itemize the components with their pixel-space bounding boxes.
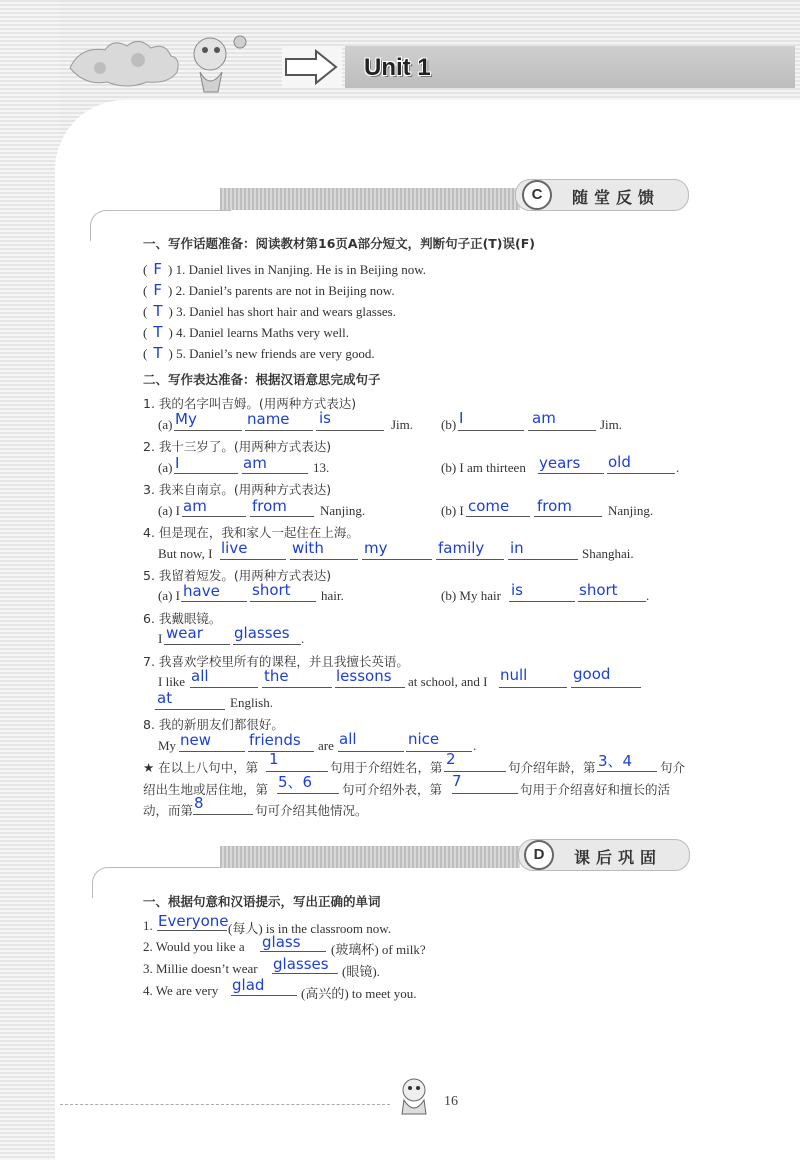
q4-blank-4 (436, 559, 504, 560)
q4-end: Shanghai. (582, 546, 634, 561)
star-answer-4: 5、6 (278, 773, 313, 791)
star-line1-c: 句介绍年龄，第 (508, 760, 596, 775)
q5-prompt: 5. 我留着短发。(用两种方式表达) (143, 568, 332, 583)
d-item-3-blank (272, 973, 338, 974)
d-item-4-answer: glad (232, 976, 265, 994)
d-item-1-pre: 1. (143, 918, 153, 933)
tf-answer-1: F (153, 260, 162, 278)
star-line2-b: 句可介绍外表，第 (342, 782, 443, 797)
q5-b-end: . (646, 588, 650, 603)
q3-a-end: Nanjing. (320, 503, 366, 518)
d-item-4-pre: 4. We are very (143, 983, 219, 998)
q1-answer-1: My (175, 410, 197, 428)
q6-end: . (301, 631, 305, 646)
star-line1-a: ★ 在以上八句中，第 (143, 760, 259, 775)
star-line3-b: 句可介绍其他情况。 (255, 803, 368, 818)
section-d-letter: D (524, 840, 554, 870)
q8-end: . (473, 738, 477, 753)
puzzle-mascot-icon (60, 28, 270, 98)
q8-answer-3: all (339, 730, 357, 748)
tf-answer-2: F (153, 281, 162, 299)
star-blank-4 (277, 793, 339, 794)
q8-blank-3 (338, 751, 404, 752)
q6-prompt: 6. 我戴眼镜。 (143, 611, 222, 626)
q7-answer-2: the (264, 667, 289, 685)
d-item-3-post: (眼镜). (342, 964, 380, 979)
q2-b-label: (b) I am thirteen (441, 460, 526, 475)
q2-blank-1 (174, 473, 238, 474)
q4-start: But now, I (158, 546, 213, 561)
unit-title: Unit 1 (364, 54, 431, 81)
q7-start: I like (158, 674, 186, 689)
q7-mid: at school, and I (408, 674, 488, 689)
d-item-3-answer: glasses (273, 955, 329, 973)
d-item-1-answer: Everyone (158, 912, 229, 930)
q5-answer-4: short (579, 581, 618, 599)
q1-blank-3 (316, 430, 384, 431)
tf-item-2: ( F ) 2. Daniel’s parents are not in Beijing now. (143, 281, 395, 299)
star-answer-1: 1 (269, 750, 279, 768)
d-item-4-blank (231, 995, 297, 996)
q1-a-label: (a) (158, 417, 173, 432)
q3-blank-4 (534, 516, 602, 517)
q2-answer-4: old (608, 453, 631, 471)
d-item-1-post: (每人) is in the classroom now. (228, 921, 392, 936)
q1-blank-2 (245, 430, 313, 431)
q1-answer-2: name (247, 410, 290, 428)
d-part1-heading: 一、根据句意和汉语提示，写出正确的单词 (143, 894, 381, 909)
q4-blank-1 (220, 559, 286, 560)
q1-answer-4: I (459, 409, 464, 427)
q8-start: My (158, 738, 177, 753)
star-blank-6 (193, 814, 253, 815)
q5-answer-1: have (183, 582, 220, 600)
star-answer-2: 2 (446, 750, 456, 768)
q7-blank-3 (335, 687, 405, 688)
q2-b-end: . (676, 460, 680, 475)
tf-answer-5: T (153, 344, 163, 362)
q1-blank-1 (174, 430, 242, 431)
q5-blank-4 (578, 601, 646, 602)
q5-a-label: (a) I (158, 588, 181, 603)
q7-answer-6: at (157, 689, 173, 707)
q8-blank-4 (406, 751, 472, 752)
q3-b-end: Nanjing. (608, 503, 654, 518)
q6-answer-1: wear (166, 624, 203, 642)
star-blank-5 (452, 793, 518, 794)
q7-answer-5: good (573, 665, 611, 683)
q3-blank-2 (250, 516, 314, 517)
q7-prompt: 7. 我喜欢学校里所有的课程，并且我擅长英语。 (143, 654, 409, 669)
star-line1-b: 句用于介绍姓名，第 (330, 760, 443, 775)
q3-a-label: (a) I (158, 503, 181, 518)
q3-b-label: (b) I (441, 503, 464, 518)
q7-blank-6 (155, 709, 225, 710)
d-item-2-post: (玻璃杯) of milk? (331, 942, 426, 957)
q5-b-label: (b) My hair (441, 588, 501, 603)
q4-answer-4: family (438, 539, 485, 557)
section-c-letter: C (522, 180, 552, 210)
d-item-3-pre: 3. Millie doesn’t wear (143, 961, 258, 976)
q8-prompt: 8. 我的新朋友们都很好。 (143, 717, 284, 732)
q2-prompt: 2. 我十三岁了。(用两种方式表达) (143, 439, 332, 454)
tf-item-5: ( T ) 5. Daniel’s new friends are very good. (143, 344, 375, 362)
q2-a-label: (a) (158, 460, 173, 475)
q5-blank-2 (250, 601, 316, 602)
star-line1-d: 句介 (660, 760, 686, 775)
q6-blank-2 (233, 644, 301, 645)
d-item-4-post: (高兴的) to meet you. (301, 986, 417, 1001)
q3-prompt: 3. 我来自南京。(用两种方式表达) (143, 482, 332, 497)
d-item-2-answer: glass (262, 933, 301, 951)
q4-answer-5: in (510, 539, 524, 557)
q3-answer-1: am (183, 497, 207, 515)
tf-item-3: ( T ) 3. Daniel has short hair and wears glasses. (143, 302, 396, 320)
star-answer-3: 3、4 (598, 752, 633, 770)
q8-blank-2 (248, 751, 314, 752)
q4-blank-2 (290, 559, 358, 560)
q3-answer-2: from (252, 497, 287, 515)
tf-answer-4: T (153, 323, 163, 341)
left-margin-strip (0, 0, 60, 1160)
q7-end: English. (230, 695, 273, 710)
q7-answer-1: all (191, 667, 209, 685)
section-c-bar (220, 188, 520, 210)
q4-answer-1: live (221, 539, 248, 557)
q8-answer-4: nice (408, 730, 440, 748)
q7-blank-4 (499, 687, 567, 688)
q1-b-label: (b) (441, 417, 457, 432)
q7-answer-4: null (500, 666, 528, 684)
star-line3-a: 动，而第 (143, 803, 194, 818)
q8-blank-1 (179, 751, 245, 752)
q2-answer-1: I (175, 454, 180, 472)
page-number: 16 (444, 1094, 458, 1109)
d-item-2-blank (260, 951, 326, 952)
section-d-bar (220, 846, 520, 868)
footer-rule (60, 1104, 390, 1105)
q4-blank-5 (508, 559, 578, 560)
q8-answer-2: friends (249, 731, 301, 749)
q3-answer-3: come (468, 497, 510, 515)
q8-mid: are (318, 738, 334, 753)
q1-b-end: Jim. (600, 417, 623, 432)
q5-answer-2: short (252, 581, 291, 599)
q1-blank-4 (458, 430, 524, 431)
mascot-icon (392, 1074, 436, 1118)
q1-answer-3: is (319, 409, 331, 427)
q2-a-end: 13. (313, 460, 330, 475)
star-blank-3 (597, 771, 657, 772)
q6-blank-1 (164, 644, 230, 645)
q7-blank-2 (262, 687, 332, 688)
q2-blank-2 (242, 473, 308, 474)
q5-a-end: hair. (321, 588, 344, 603)
star-line2-c: 句用于介绍喜好和擅长的活 (520, 782, 671, 797)
d-item-2-pre: 2. Would you like a (143, 939, 245, 954)
q4-prompt: 4. 但是现在，我和家人一起住在上海。 (143, 525, 359, 540)
q2-answer-2: am (243, 454, 267, 472)
tf-item-4: ( T ) 4. Daniel learns Maths very well. (143, 323, 350, 341)
q2-answer-3: years (539, 454, 581, 472)
q6-answer-2: glasses (234, 624, 290, 642)
q1-blank-5 (528, 430, 596, 431)
q7-blank-1 (190, 687, 258, 688)
q4-answer-2: with (292, 539, 324, 557)
part2-heading: 二、写作表达准备：根据汉语意思完成句子 (143, 372, 381, 387)
q1-answer-5: am (532, 409, 556, 427)
q3-answer-4: from (537, 497, 572, 515)
q1-prompt: 1. 我的名字叫吉姆。(用两种方式表达) (143, 396, 357, 411)
q5-blank-3 (509, 601, 575, 602)
section-d-title: 课后巩固 (574, 848, 663, 867)
q1-a-end: Jim. (391, 417, 414, 432)
section-c-title: 随堂反馈 (572, 188, 661, 207)
q4-answer-3: my (364, 539, 388, 557)
star-answer-6: 8 (194, 794, 204, 812)
q2-blank-4 (607, 473, 675, 474)
q7-blank-5 (571, 687, 641, 688)
q2-blank-3 (538, 473, 604, 474)
q6-start: I (158, 631, 163, 646)
q5-blank-1 (181, 601, 247, 602)
q3-blank-1 (182, 516, 246, 517)
q4-blank-3 (362, 559, 432, 560)
star-line2-a: 绍出生地或居住地，第 (143, 782, 269, 797)
d-item-1-blank (157, 930, 227, 931)
part1-heading: 一、写作话题准备：阅读教材第16页A部分短文，判断句子正(T)误(F) (143, 236, 535, 251)
arrow-right-icon (282, 46, 342, 88)
q8-answer-1: new (180, 731, 212, 749)
q5-answer-3: is (511, 581, 523, 599)
tf-answer-3: T (153, 302, 163, 320)
star-answer-5: 7 (452, 772, 462, 790)
q3-blank-3 (466, 516, 530, 517)
q7-answer-3: lessons (336, 667, 392, 685)
tf-item-1: ( F ) 1. Daniel lives in Nanjing. He is in Beijing now. (143, 260, 427, 278)
